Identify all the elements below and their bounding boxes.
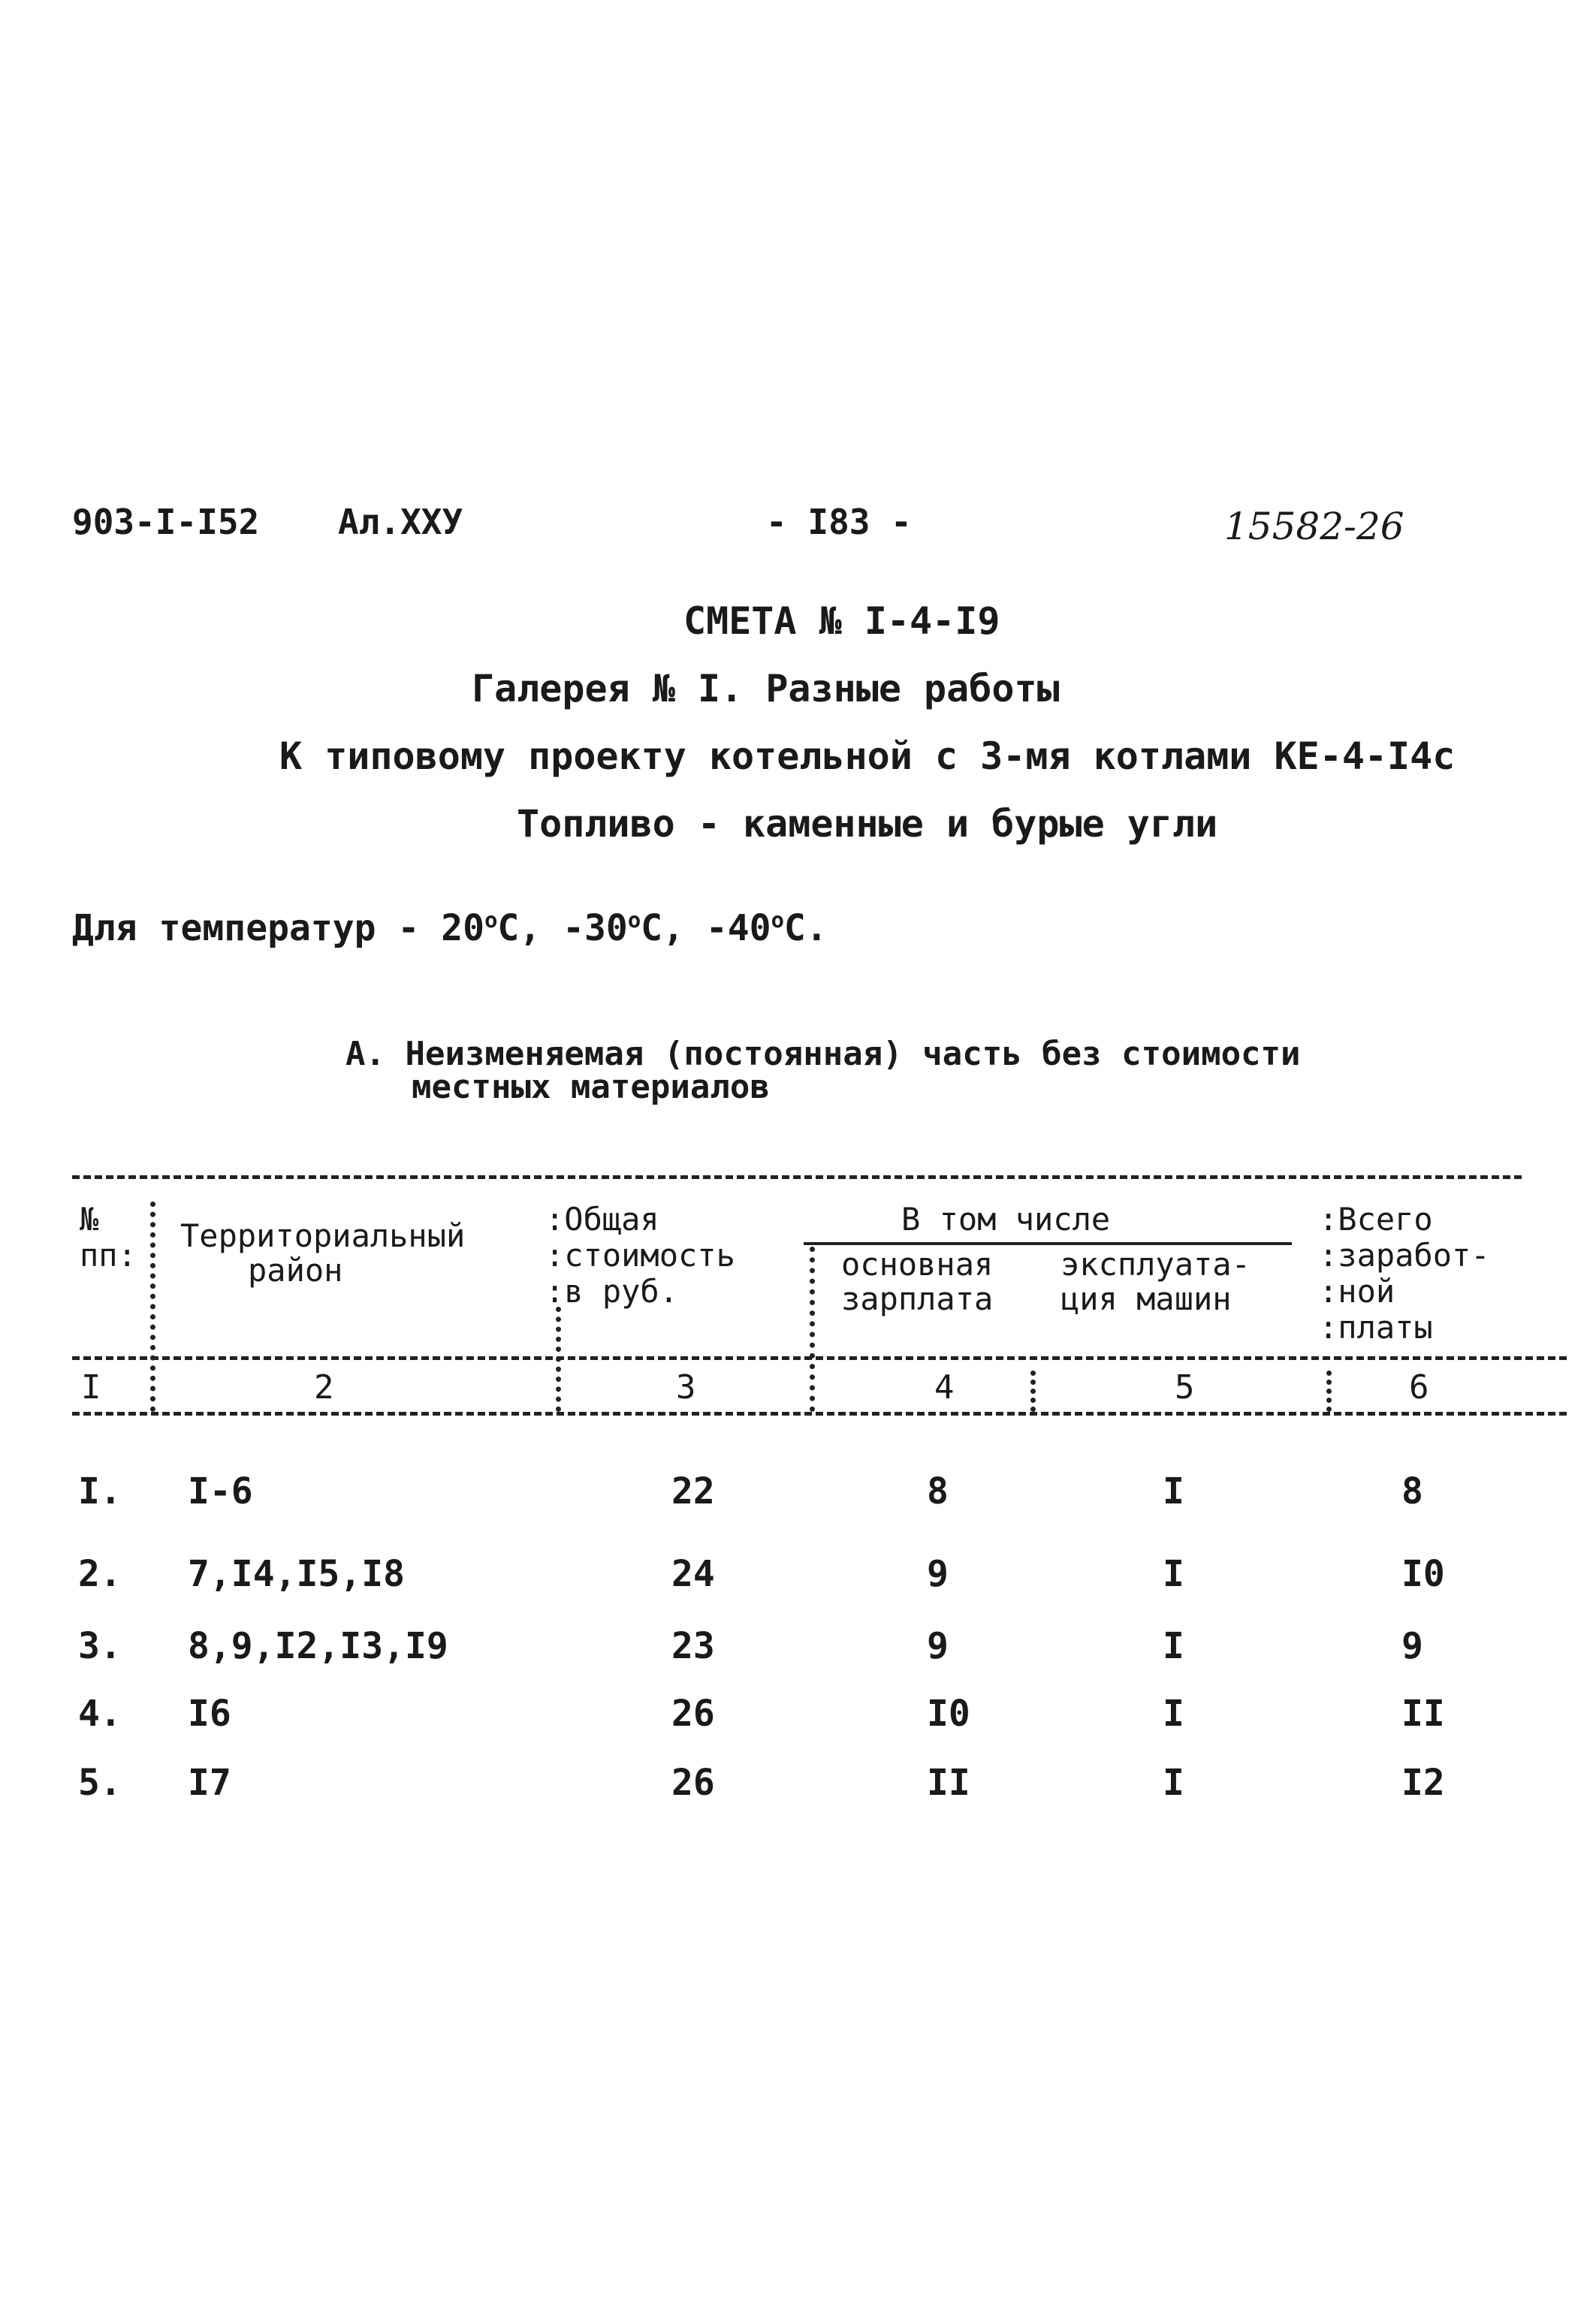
header-wage-l1: основная xyxy=(841,1246,994,1283)
header-region-l1: Территориальный xyxy=(180,1217,466,1254)
col-separator-1 xyxy=(150,1202,155,1412)
colnum-4: 4 xyxy=(934,1368,955,1407)
table-top-rule xyxy=(72,1175,1522,1179)
colnum-1: I xyxy=(81,1368,101,1407)
project-title: К типовому проекту котельной с 3-мя котлами КЕ-4-I4с xyxy=(279,734,1456,778)
header-machine-l2: ция машин xyxy=(1060,1280,1232,1317)
row-machine: I xyxy=(1163,1693,1184,1735)
colnum-5: 5 xyxy=(1175,1368,1195,1407)
row-total: 23 xyxy=(671,1625,715,1667)
header-num-l2: пп: xyxy=(80,1237,137,1274)
page-number: - I83 - xyxy=(766,502,912,542)
row-number: 4. xyxy=(78,1693,122,1735)
group-underline xyxy=(804,1242,1292,1245)
row-machine: I xyxy=(1163,1470,1184,1512)
row-machine: I xyxy=(1163,1762,1184,1804)
row-total: 26 xyxy=(671,1762,715,1804)
temperature-line: Для температур - $20^оС$, $-30^оС$, $-40^оС$. xyxy=(72,907,828,949)
temperature-1: - 20 xyxy=(397,907,485,949)
row-machine: I xyxy=(1163,1553,1184,1595)
row-all: 9 xyxy=(1401,1625,1423,1667)
temperature-2: -30 xyxy=(563,907,628,949)
section-heading-line1: А. Неизменяемая (постоянная) часть без стоимости xyxy=(345,1035,1301,1073)
colnum-6: 6 xyxy=(1409,1368,1429,1407)
col-separator-4 xyxy=(1030,1371,1036,1412)
col-separator-3 xyxy=(810,1247,815,1412)
header-all-l1: :Всего xyxy=(1319,1201,1433,1238)
temperature-3: -40 xyxy=(705,907,771,949)
row-all: II xyxy=(1401,1693,1445,1735)
gallery-title: Галерея № I. Разные работы xyxy=(472,667,1060,710)
row-all: 8 xyxy=(1401,1470,1423,1512)
estimate-title: СМЕТА № I-4-I9 xyxy=(683,599,1000,643)
header-total-l1: :Общая xyxy=(545,1201,659,1238)
row-all: I2 xyxy=(1401,1762,1445,1804)
album-number: Ал.XXУ xyxy=(338,502,463,542)
header-region-l2: район xyxy=(248,1252,343,1289)
row-wage: 9 xyxy=(927,1625,949,1667)
header-total-l3: :в руб. xyxy=(545,1273,679,1310)
header-group: В том числе xyxy=(901,1201,1111,1238)
header-bottom-rule xyxy=(72,1356,1567,1360)
header-num-l1: № xyxy=(80,1201,99,1238)
row-total: 24 xyxy=(671,1553,715,1595)
row-total: 26 xyxy=(671,1693,715,1735)
header-total-l2: :стоимость xyxy=(545,1237,735,1274)
row-region: 7,I4,I5,I8 xyxy=(188,1553,405,1595)
row-region: 8,9,I2,I3,I9 xyxy=(188,1625,448,1667)
header-all-l3: :ной xyxy=(1319,1273,1395,1310)
row-region: I-6 xyxy=(188,1470,253,1512)
colnum-2: 2 xyxy=(314,1368,334,1407)
col-separator-5 xyxy=(1326,1371,1332,1412)
header-wage-l2: зарплата xyxy=(841,1280,994,1317)
row-wage: 8 xyxy=(927,1470,949,1512)
row-number: 3. xyxy=(78,1625,122,1667)
row-number: 5. xyxy=(78,1762,122,1804)
row-machine: I xyxy=(1163,1625,1184,1667)
row-region: I6 xyxy=(188,1693,231,1735)
colnum-3: 3 xyxy=(676,1368,696,1407)
fuel-title: Топливо - каменные и бурые угли xyxy=(517,802,1218,846)
document-code: 903-I-I52 xyxy=(72,502,260,542)
section-heading-line2: местных материалов xyxy=(412,1068,770,1106)
row-all: I0 xyxy=(1401,1553,1445,1595)
row-region: I7 xyxy=(188,1762,231,1804)
column-number-rule xyxy=(72,1412,1567,1416)
row-wage: 9 xyxy=(927,1553,949,1595)
row-total: 22 xyxy=(671,1470,715,1512)
handwritten-number: 15582-26 xyxy=(1224,505,1404,548)
row-number: 2. xyxy=(78,1553,122,1595)
header-all-l2: :заработ- xyxy=(1319,1237,1490,1274)
row-wage: I0 xyxy=(927,1693,970,1735)
row-wage: II xyxy=(927,1762,970,1804)
header-all-l4: :платы xyxy=(1319,1309,1433,1346)
header-machine-l1: эксплуата- xyxy=(1060,1246,1251,1283)
temperature-label: Для температур xyxy=(72,907,376,949)
row-number: I. xyxy=(78,1470,122,1512)
